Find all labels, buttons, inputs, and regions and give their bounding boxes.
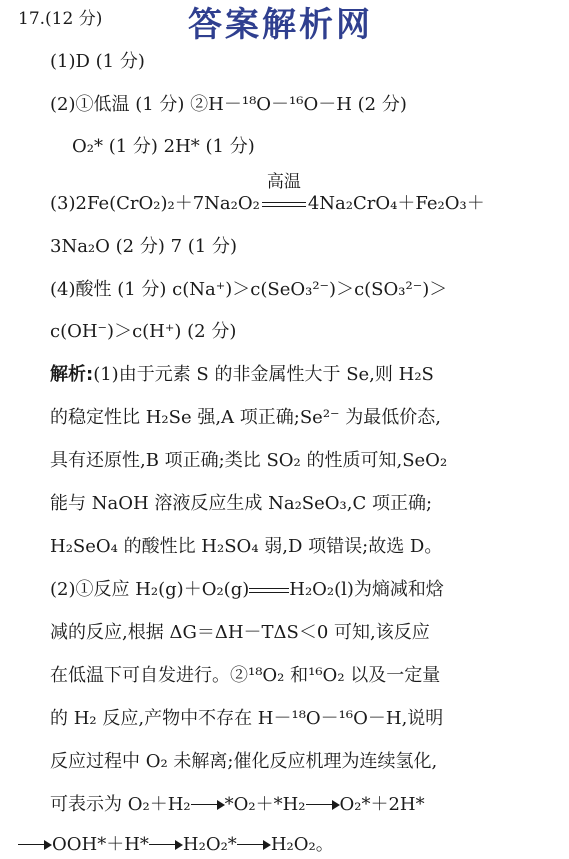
answer-2-line-2: O₂* (1 分) 2H* (1 分) (72, 136, 255, 157)
analysis-line-10: 反应过程中 O₂ 未解离;催化反应机理为连续氢化, (50, 751, 438, 772)
analysis-p2-l7b: H₂O₂* (182, 834, 237, 855)
analysis-p2-l7c: H₂O₂。 (270, 834, 334, 855)
answer-2-line-1: (2)①低温 (1 分) ②H－¹⁸O－¹⁶O－H (2 分) (50, 94, 407, 115)
answer-4-line-1: (4)酸性 (1 分) c(Na⁺)＞c(SeO₃²⁻)＞c(SO₃²⁻)＞ (50, 279, 448, 300)
reaction-arrow-3 (18, 840, 52, 850)
answer-1: (1)D (1 分) (50, 51, 145, 72)
reaction-condition: 高温 (266, 172, 301, 192)
analysis-line-7: 减的反应,根据 ΔG＝ΔH－TΔS＜0 可知,该反应 (50, 622, 430, 643)
reaction-arrow-1 (191, 800, 225, 810)
reaction-arrow-4 (149, 840, 183, 850)
reaction-arrow-2 (306, 800, 340, 810)
answer-3-reactants: (3)2Fe(CrO₂)₂＋7Na₂O₂ (50, 193, 260, 214)
analysis-line-12 (18, 834, 334, 856)
analysis-line-9: 的 H₂ 反应,产物中不存在 H－¹⁸O－¹⁶O－H,说明 (50, 708, 444, 729)
answer-3-line-2: 3Na₂O (2 分) 7 (1 分) (50, 236, 237, 257)
reaction-arrow-5 (237, 840, 271, 850)
analysis-line-4: 能与 NaOH 溶液反应生成 Na₂SeO₃,C 项正确; (50, 493, 433, 514)
analysis-line-1 (50, 364, 434, 386)
analysis-line-11 (50, 794, 425, 816)
analysis-line-8: 在低温下可自发进行。②¹⁸O₂ 和¹⁶O₂ 以及一定量 (50, 665, 441, 686)
question-number: 17.(12 分) (18, 9, 103, 29)
analysis-p2-l1b: H₂O₂(l)为熵减和焓 (289, 579, 444, 600)
analysis-label: 解析: (50, 364, 94, 385)
analysis-line-3: 具有还原性,B 项正确;类比 SO₂ 的性质可知,SeO₂ (50, 450, 448, 471)
analysis-p2-l7a: OOH*＋H* (52, 834, 149, 855)
answer-3-products: 4Na₂CrO₄＋Fe₂O₃＋ (307, 193, 485, 214)
analysis-p2-l6b: *O₂＋*H₂ (224, 794, 306, 815)
analysis-p2-l6c: O₂*＋2H* (339, 794, 425, 815)
analysis-line-5: H₂SeO₄ 的酸性比 H₂SO₄ 弱,D 项错误;故选 D。 (50, 536, 443, 557)
answer-3-line-1 (50, 172, 485, 215)
high-temperature-equals-sign (260, 172, 308, 215)
answer-4-line-2: c(OH⁻)＞c(H⁺) (2 分) (50, 321, 237, 342)
analysis-line-2: 的稳定性比 H₂Se 强,A 项正确;Se²⁻ 为最低价态, (50, 407, 441, 428)
analysis-p2-l6a: 可表示为 O₂＋H₂ (50, 794, 191, 815)
analysis-line-6 (50, 579, 444, 601)
reaction-equals-sign (249, 588, 289, 593)
analysis-p2-l1a: (2)①反应 H₂(g)＋O₂(g) (50, 579, 250, 600)
analysis-p1-l1: (1)由于元素 S 的非金属性大于 Se,则 H₂S (93, 364, 434, 385)
watermark-text: 答案解析网 (188, 5, 373, 45)
